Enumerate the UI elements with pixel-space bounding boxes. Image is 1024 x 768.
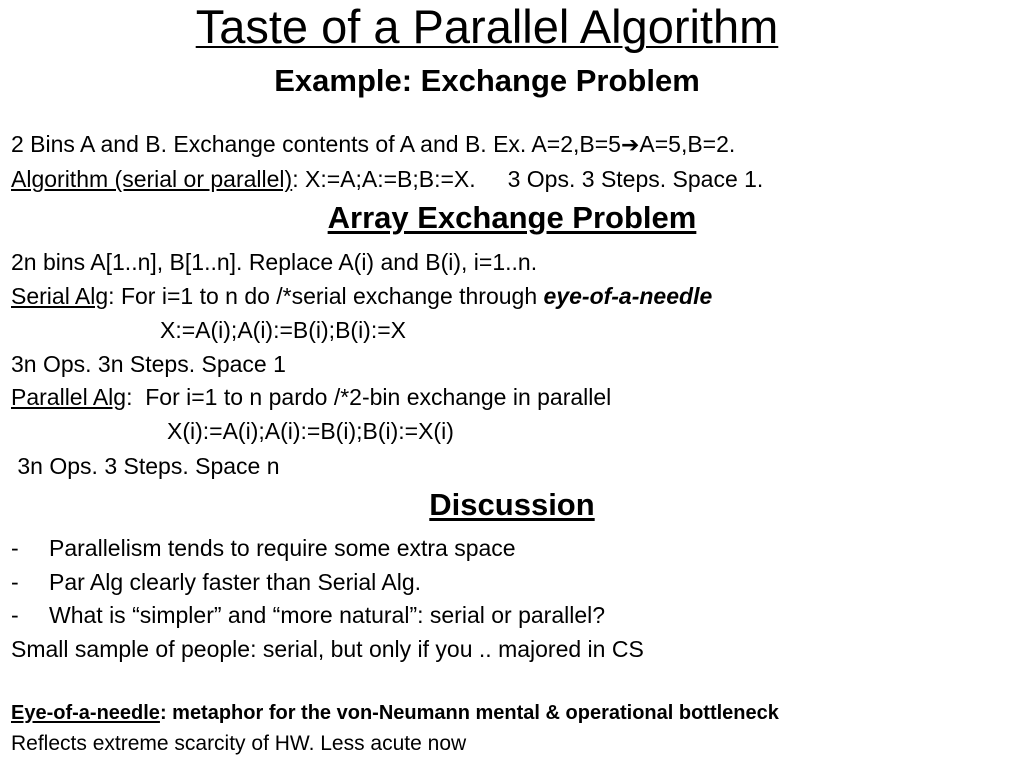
bullet-marker: - bbox=[11, 569, 19, 595]
intro-line-1 bbox=[11, 133, 735, 156]
intro-line-1-text-b: A=5,B=2. bbox=[639, 131, 736, 157]
footer-definition: : metaphor for the von-Neumann mental & operational bottleneck bbox=[159, 702, 779, 724]
discussion-bullet bbox=[11, 537, 516, 560]
algorithm-label: Algorithm (serial or parallel) bbox=[11, 166, 293, 192]
bullet-text: Parallelism tends to require some extra space bbox=[49, 535, 516, 561]
footer-note: Reflects extreme scarcity of HW. Less acute now bbox=[11, 732, 467, 755]
serial-alg-cost: 3n Ops. 3n Steps. Space 1 bbox=[11, 351, 286, 377]
array-exchange-heading: Array Exchange Problem bbox=[327, 200, 697, 235]
intro-line-1-text-a: 2 Bins A and B. Exchange contents of A and B. Ex. A=2,B=5 bbox=[11, 131, 621, 157]
serial-alg-text: : For i=1 to n do /*serial exchange through bbox=[108, 283, 544, 309]
footer-term: Eye-of-a-needle bbox=[11, 702, 160, 724]
parallel-alg-code: X(i):=A(i);A(i):=B(i);B(i):=X(i) bbox=[167, 418, 454, 444]
right-arrow-icon: ➔ bbox=[620, 132, 640, 157]
discussion-bullet bbox=[11, 604, 605, 627]
bullet-text: Par Alg clearly faster than Serial Alg. bbox=[49, 569, 422, 595]
discussion-sample: Small sample of people: serial, but only if you .. majored in CS bbox=[11, 636, 644, 662]
parallel-alg-line bbox=[11, 386, 611, 409]
intro-line-2 bbox=[11, 168, 763, 191]
discussion-bullet bbox=[11, 571, 421, 594]
parallel-alg-cost: 3n Ops. 3 Steps. Space n bbox=[11, 453, 280, 479]
serial-alg-label: Serial Alg bbox=[11, 283, 109, 309]
parallel-alg-label: Parallel Alg bbox=[11, 384, 127, 410]
footer-definition-line bbox=[11, 703, 779, 723]
bullet-text: What is “simpler” and “more natural”: serial or parallel? bbox=[49, 602, 606, 628]
array-line-1: 2n bins A[1..n], B[1..n]. Replace A(i) and B(i), i=1..n. bbox=[11, 249, 538, 275]
serial-alg-emphasis: eye-of-a-needle bbox=[543, 283, 713, 309]
serial-alg-code: X:=A(i);A(i):=B(i);B(i):=X bbox=[160, 317, 407, 343]
bullet-marker: - bbox=[11, 535, 19, 561]
slide-subtitle: Example: Exchange Problem bbox=[274, 63, 700, 98]
bullet-marker: - bbox=[11, 602, 19, 628]
discussion-heading: Discussion bbox=[429, 487, 595, 522]
parallel-alg-text: : For i=1 to n pardo /*2-bin exchange in parallel bbox=[126, 384, 612, 410]
serial-alg-line bbox=[11, 285, 712, 308]
algorithm-description: : X:=A;A:=B;B:=X. 3 Ops. 3 Steps. Space 1. bbox=[292, 166, 764, 192]
slide-title: Taste of a Parallel Algorithm bbox=[195, 0, 779, 53]
